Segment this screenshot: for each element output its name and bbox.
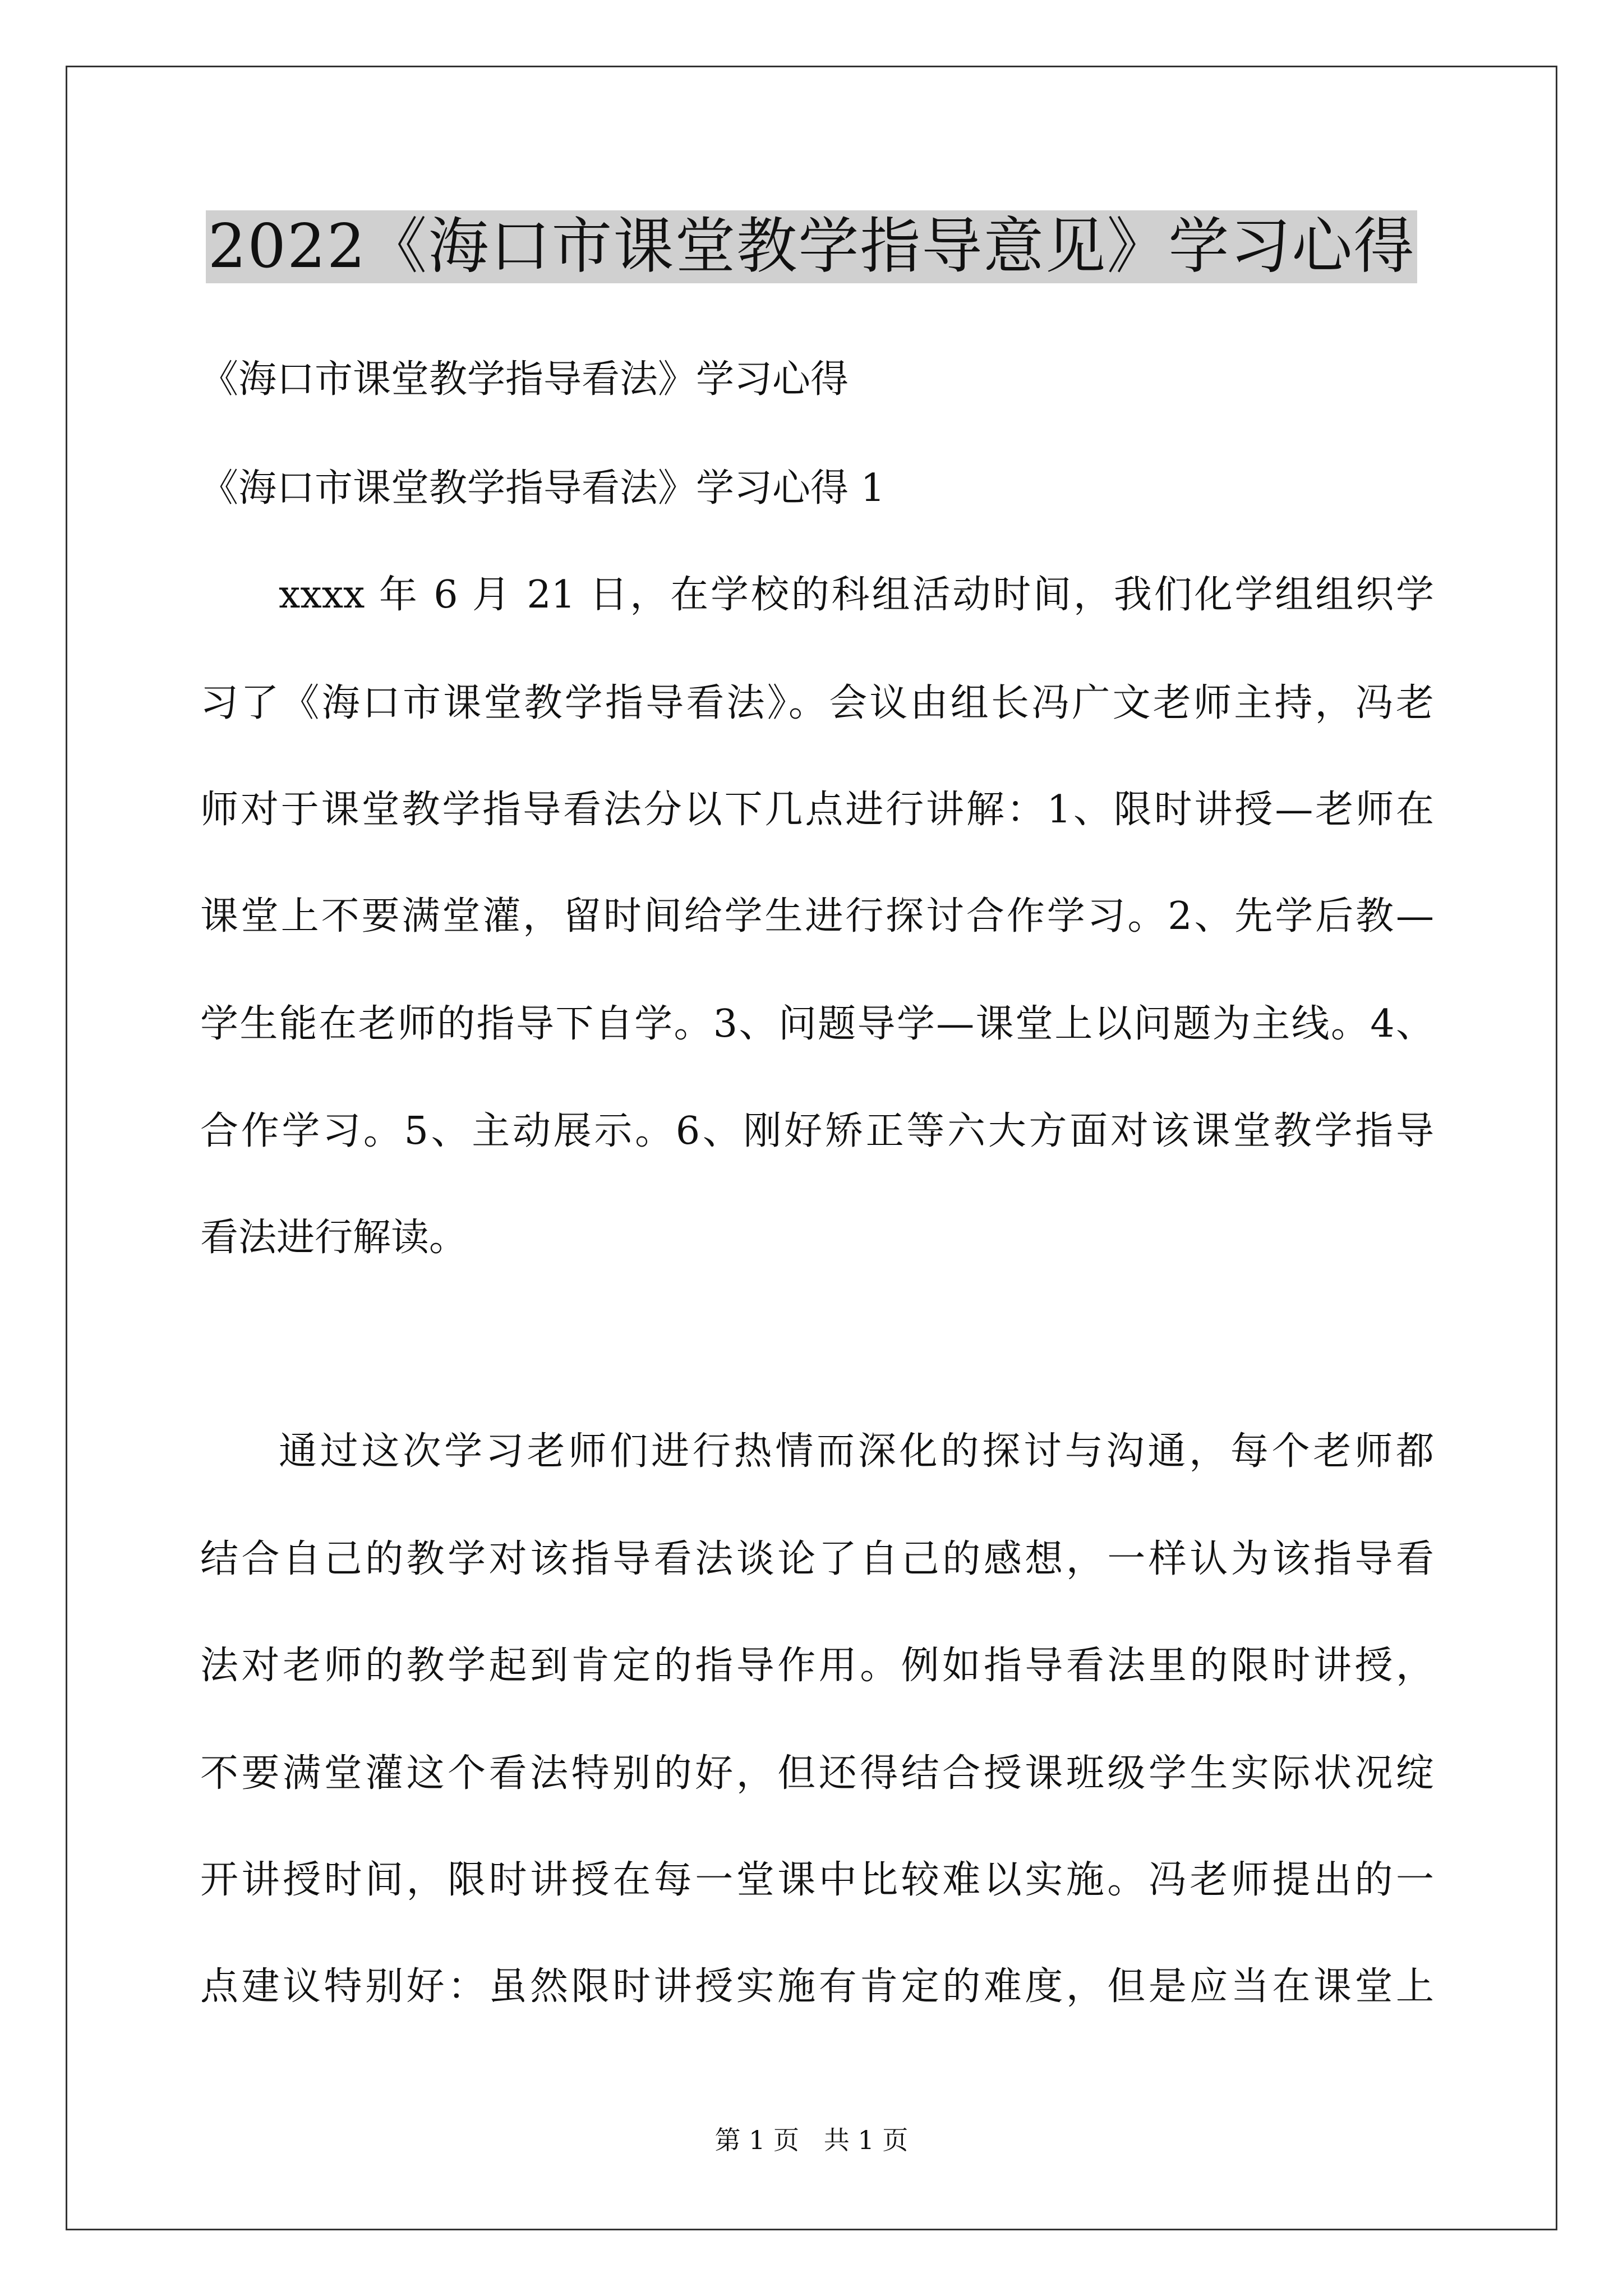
paragraph2-line: 通过这次学习老师们进行热情而深化的探讨与沟通，每个老师都 <box>279 1429 1434 1474</box>
paragraph2-line: 法对老师的教学起到肯定的指导作用。例如指导看法里的限时讲授， <box>200 1644 1434 1688</box>
paragraph1-line: 课堂上不要满堂灌，留时间给学生进行探讨合作学习。2、先学后教— <box>200 894 1434 938</box>
paragraph1-line: 看法进行解读。 <box>200 1216 468 1260</box>
section-heading: 《海口市课堂教学指导看法》学习心得 1 <box>200 466 885 510</box>
page-footer: 第 1 页 共 1 页 <box>714 2125 909 2155</box>
paragraph1-line: xxxx 年 6 月 21 日，在学校的科组活动时间，我们化学组组织学 <box>279 573 1434 617</box>
paragraph1-line: 学生能在老师的指导下自学。3、问题导学—课堂上以问题为主线。4、 <box>200 1002 1434 1046</box>
paragraph2-line: 点建议特别好：虽然限时讲授实施有肯定的难度，但是应当在课堂上 <box>200 1964 1434 2009</box>
subtitle: 《海口市课堂教学指导看法》学习心得 <box>200 357 849 402</box>
paragraph2-line: 结合自己的教学对该指导看法谈论了自己的感想，一样认为该指导看 <box>200 1537 1434 1581</box>
paragraph2-line: 开讲授时间，限时讲授在每一堂课中比较难以实施。冯老师提出的一 <box>200 1858 1434 1902</box>
title-container <box>0 210 1623 283</box>
document-title: 2022《海口市课堂教学指导意见》学习心得 <box>206 210 1418 283</box>
paragraph2-line: 不要满堂灌这个看法特别的好，但还得结合授课班级学生实际状况绽 <box>200 1751 1434 1796</box>
paragraph1-line: 合作学习。5、主动展示。6、刚好矫正等六大方面对该课堂教学指导 <box>200 1109 1434 1153</box>
paragraph1-line: 师对于课堂教学指导看法分以下几点进行讲解：1、限时讲授—老师在 <box>200 788 1434 832</box>
paragraph1-line: 习了《海口市课堂教学指导看法》。会议由组长冯广文老师主持，冯老 <box>200 681 1434 725</box>
